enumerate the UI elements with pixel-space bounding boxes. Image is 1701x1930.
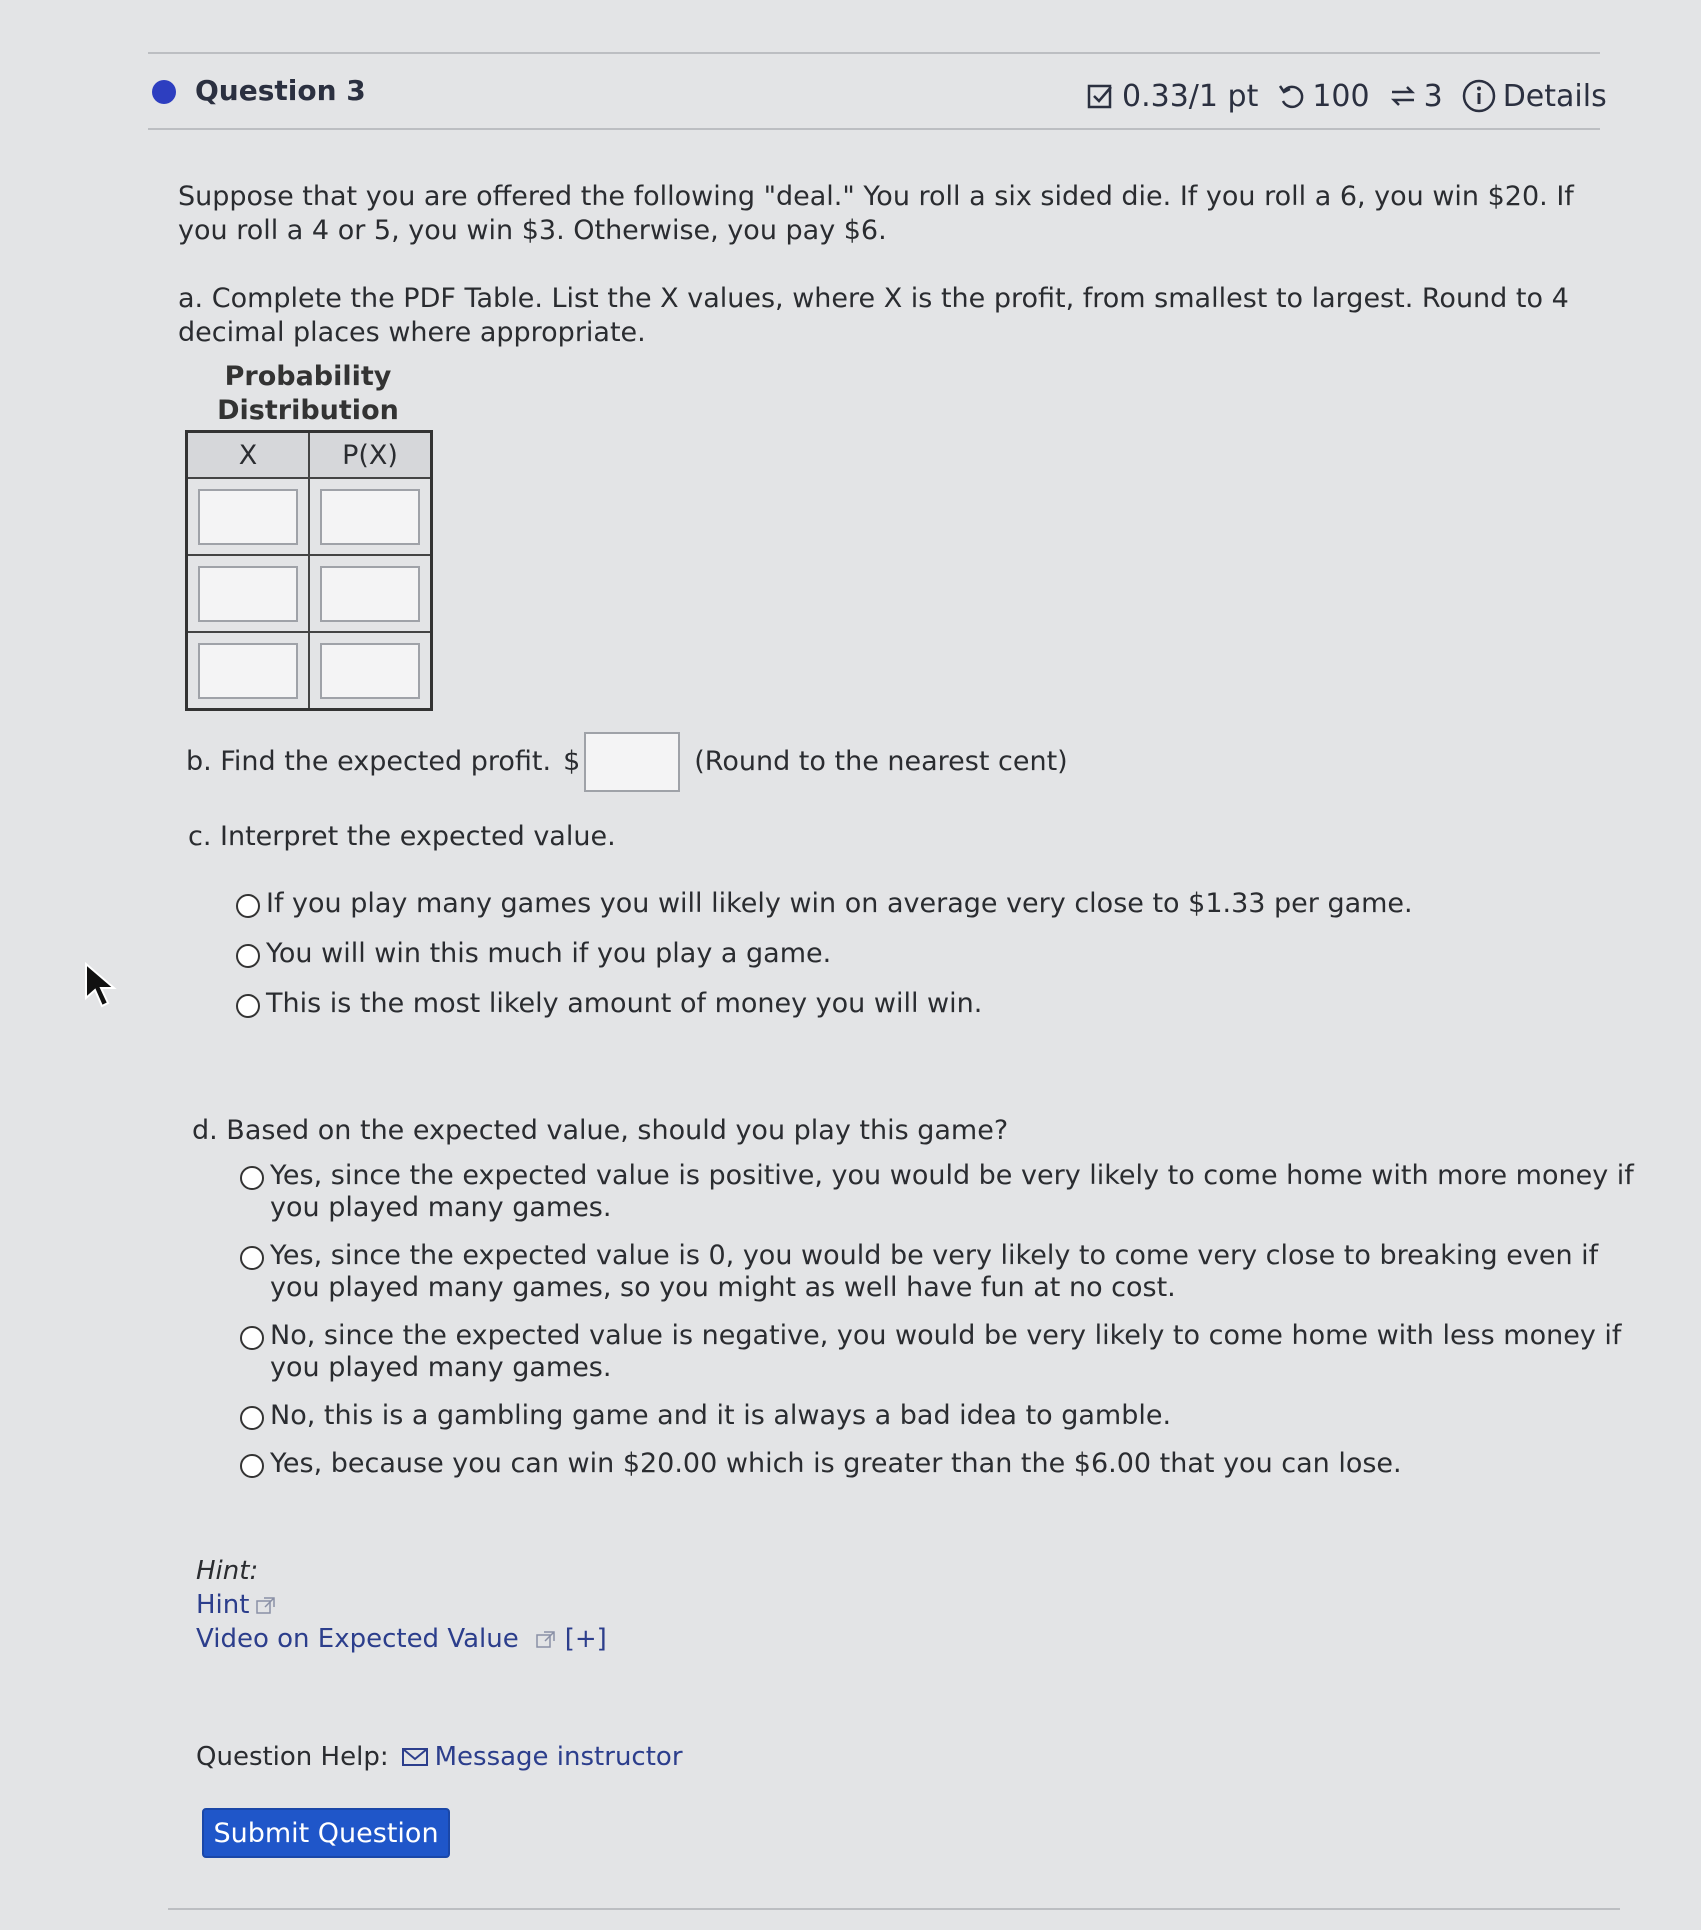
column-header-x: X xyxy=(187,432,310,479)
option-text: This is the most likely amount of money you will win. xyxy=(266,988,983,1019)
question-title: Question 3 xyxy=(195,74,366,107)
retry-arrows-icon xyxy=(1388,81,1418,111)
table-cell xyxy=(187,555,310,632)
table-cell xyxy=(309,632,432,710)
table-cell xyxy=(309,555,432,632)
table-row xyxy=(187,632,432,710)
part-d-option-5[interactable] xyxy=(240,1448,1634,1480)
part-c-label: c. Interpret the expected value. xyxy=(188,821,616,852)
score-text: 0.33/1 pt xyxy=(1122,78,1259,114)
question-status-dot xyxy=(152,80,176,104)
radio-button[interactable] xyxy=(236,994,260,1018)
part-b-label: b. Find the expected profit. xyxy=(186,746,552,777)
option-line-2: you played many games. xyxy=(270,1352,612,1383)
radio-button[interactable] xyxy=(236,894,260,918)
part-d-option-4[interactable] xyxy=(240,1400,1634,1432)
retries-group xyxy=(1388,79,1443,114)
px-input-3[interactable] xyxy=(320,643,420,699)
score-group xyxy=(1086,79,1258,114)
x-input-1[interactable] xyxy=(198,489,298,545)
option-line-1: No, since the expected value is negative, you would be very likely to come home with less money if xyxy=(270,1320,1622,1351)
part-b-note: (Round to the nearest cent) xyxy=(694,746,1068,777)
part-d-option-2[interactable] xyxy=(240,1240,1634,1304)
message-instructor-link[interactable] xyxy=(401,1742,683,1772)
envelope-icon xyxy=(401,1746,429,1768)
part-d-option-3[interactable] xyxy=(240,1320,1634,1384)
undo-icon xyxy=(1276,81,1306,111)
external-link-icon xyxy=(255,1595,277,1615)
mouse-cursor-icon xyxy=(84,962,118,1010)
radio-button[interactable] xyxy=(240,1454,264,1478)
hint-heading: Hint: xyxy=(196,1556,259,1586)
video-link[interactable]: Video on Expected Value xyxy=(196,1624,519,1654)
x-input-2[interactable] xyxy=(198,566,298,622)
expected-profit-input[interactable] xyxy=(584,732,680,792)
part-a-prompt xyxy=(178,282,1569,350)
option-text: No, this is a gambling game and it is always a bad idea to gamble. xyxy=(270,1400,1172,1431)
table-caption-line-2: Distribution xyxy=(217,395,399,426)
info-icon xyxy=(1461,78,1497,114)
question-help xyxy=(196,1742,683,1772)
part-a-line-2: decimal places where appropriate. xyxy=(178,317,646,348)
external-link-icon xyxy=(535,1629,557,1649)
table-cell xyxy=(187,478,310,555)
header-divider xyxy=(148,128,1600,130)
radio-button[interactable] xyxy=(240,1246,264,1270)
video-row xyxy=(196,1622,607,1656)
table-header-row xyxy=(187,432,432,479)
option-text: Yes, because you can win $20.00 which is greater than the $6.00 that you can lose. xyxy=(270,1448,1402,1479)
pdf-table xyxy=(185,430,433,711)
part-a-line-1: a. Complete the PDF Table. List the X values, where X is the profit, from smallest to largest. Round to 4 xyxy=(178,283,1569,314)
column-header-px: P(X) xyxy=(309,432,432,479)
radio-button[interactable] xyxy=(240,1406,264,1430)
message-instructor-label: Message instructor xyxy=(434,1742,683,1772)
part-c-options xyxy=(236,888,1413,1020)
option-line-2: you played many games, so you might as well have fun at no cost. xyxy=(270,1272,1176,1303)
part-d-option-1[interactable] xyxy=(240,1160,1634,1224)
checkbox-icon xyxy=(1086,81,1116,111)
px-input-2[interactable] xyxy=(320,566,420,622)
question-meta xyxy=(1086,78,1617,114)
x-input-3[interactable] xyxy=(198,643,298,699)
radio-button[interactable] xyxy=(236,944,260,968)
hint-link-label: Hint xyxy=(196,1590,250,1620)
submit-question-button[interactable]: Submit Question xyxy=(202,1808,450,1858)
help-label: Question Help: xyxy=(196,1742,389,1772)
option-text xyxy=(270,1240,1598,1304)
details-label: Details xyxy=(1502,78,1607,114)
hints-section xyxy=(196,1554,607,1656)
intro-line-1: Suppose that you are offered the following "deal." You roll a six sided die. If you roll a 6, you win $20. If xyxy=(178,181,1574,212)
table-cell xyxy=(309,478,432,555)
hint-link[interactable] xyxy=(196,1588,607,1622)
option-text xyxy=(270,1160,1634,1224)
option-line-2: you played many games. xyxy=(270,1192,612,1223)
problem-intro xyxy=(178,180,1574,248)
attempts-text: 100 xyxy=(1312,78,1370,114)
top-divider xyxy=(148,52,1600,54)
part-c-option-2[interactable] xyxy=(236,938,1413,970)
option-line-1: Yes, since the expected value is 0, you would be very likely to come very close to breaking even if xyxy=(270,1240,1599,1271)
table-row xyxy=(187,478,432,555)
part-c-option-1[interactable] xyxy=(236,888,1413,920)
table-cell xyxy=(187,632,310,710)
option-text: You will win this much if you play a game. xyxy=(266,938,832,969)
expand-toggle[interactable]: [+] xyxy=(564,1624,607,1654)
part-d-label: d. Based on the expected value, should you play this game? xyxy=(192,1115,1009,1146)
part-d-options xyxy=(240,1160,1634,1480)
attempts-group xyxy=(1276,79,1369,114)
radio-button[interactable] xyxy=(240,1166,264,1190)
option-text xyxy=(270,1320,1621,1384)
radio-button[interactable] xyxy=(240,1326,264,1350)
px-input-1[interactable] xyxy=(320,489,420,545)
retries-text: 3 xyxy=(1423,78,1443,114)
part-c-option-3[interactable] xyxy=(236,988,1413,1020)
option-text: If you play many games you will likely win on average very close to $1.33 per game. xyxy=(266,888,1413,919)
currency-symbol: $ xyxy=(563,746,581,777)
details-button[interactable] xyxy=(1461,78,1607,114)
intro-line-2: you roll a 4 or 5, you win $3. Otherwise, you pay $6. xyxy=(178,215,887,246)
table-caption-line-1: Probability xyxy=(224,361,392,392)
bottom-divider xyxy=(168,1908,1620,1910)
part-b xyxy=(186,732,1068,792)
table-row xyxy=(187,555,432,632)
option-line-1: Yes, since the expected value is positive, you would be very likely to come home with more money if xyxy=(270,1160,1634,1191)
